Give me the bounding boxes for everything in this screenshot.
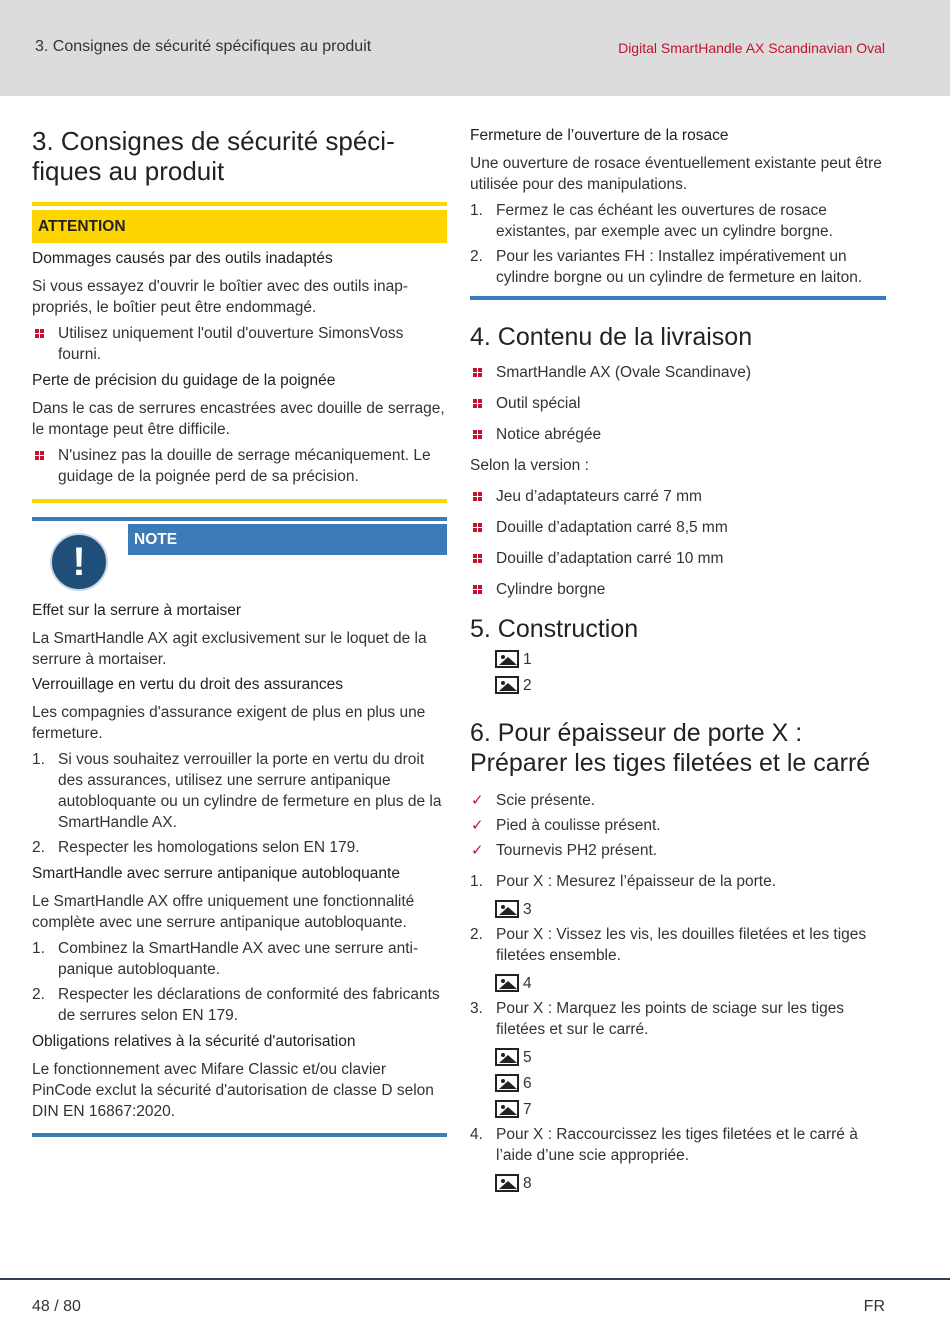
exclamation-icon: ! (50, 533, 108, 591)
list-item: 1. Combinez la SmartHandle AX avec une serrure anti-panique autobloquante. (32, 940, 419, 978)
list-item: Douille d’adaptation carré 10 mm (470, 548, 886, 569)
list-item: Douille d’adaptation carré 8,5 mm (470, 517, 886, 538)
note-heading-3: SmartHandle avec serrure antipanique autobloquante (32, 865, 400, 882)
section-6-title: 6. Pour épaisseur de porte X : Préparer les tiges filetées et le carré (470, 719, 871, 777)
list-item: Cylindre borgne (470, 579, 886, 600)
image-icon (495, 900, 519, 918)
note-heading-1: Effet sur la serrure à mortaiser (32, 602, 242, 619)
check-item: ✓ Pied à coulisse présent. (471, 817, 661, 834)
list-item: Notice abrégée (470, 424, 886, 445)
list-item: 1. Fermez le cas échéant les ouvertures de rosace existantes, par exemple avec un cylindre borgne. (470, 202, 833, 240)
check-item: ✓ Tournevis PH2 présent. (471, 842, 658, 859)
figure-ref[interactable]: 1 (495, 648, 886, 670)
attention-label: ATTENTION (32, 210, 447, 243)
attention-text-2: Dans le cas de serrures encastrées avec douille de serrage, le montage peut être difficile. (32, 400, 445, 438)
figure-ref[interactable]: 3 (495, 898, 886, 920)
step-item: 1. Pour X : Mesurez l’épaisseur de la porte. (470, 873, 776, 890)
check-item: ✓ Scie présente. (471, 792, 596, 809)
image-icon (495, 650, 519, 668)
image-icon (495, 974, 519, 992)
left-column (32, 126, 447, 1137)
figure-ref[interactable]: 6 (495, 1072, 886, 1094)
note-box (32, 517, 447, 1137)
note-end-divider (470, 296, 886, 300)
list-item: 2. Respecter les homologations selon EN 179. (32, 839, 360, 856)
header-product-name: Digital SmartHandle AX Scandinavian Oval (618, 40, 885, 56)
attention-box (32, 202, 447, 503)
section-3-title: 3. Consignes de sécurité spécifiques au produit (32, 126, 395, 186)
list-item: 2. Respecter les déclarations de conformité des fabricants de serrures selon EN 179. (32, 986, 440, 1024)
step-item: 4. Pour X : Raccourcissez les tiges filetées et le carré à l’aide d’une scie appropriée. (470, 1126, 858, 1164)
language-code: FR (863, 1298, 885, 1315)
note-text-1: La SmartHandle AX agit exclusivement sur le loquet de la serrure à mortaiser. (32, 630, 427, 668)
image-icon (495, 1074, 519, 1092)
header-chapter-title: 3. Consignes de sécurité spécifiques au produit (35, 38, 372, 55)
check-icon: ✓ (471, 817, 484, 834)
list-item: Jeu d’adaptateurs carré 7 mm (470, 486, 886, 507)
attention-bullet-1: Utilisez uniquement l'outil d'ouverture SimonsVoss fourni. (32, 323, 447, 365)
right-column (470, 126, 886, 1198)
attention-heading-1: Dommages causés par des outils inadaptés (32, 250, 333, 267)
figure-ref[interactable]: 4 (495, 972, 886, 994)
check-icon: ✓ (471, 792, 484, 809)
list-item: 1. Si vous souhaitez verrouiller la porte en vertu du droit des assurances, utilisez une serrure antipanique autobloquante ou un cylindre de fermeture en plus de la SmartHandle AX. (32, 751, 442, 831)
note-text-2: Les compagnies d'assurance exigent de plus en plus une fermeture. (32, 704, 426, 742)
attention-text-1: Si vous essayez d'ouvrir le boîtier avec des outils inappropriés, le boîtier peut être endommagé. (32, 278, 409, 316)
section-4-title: 4. Contenu de la livraison (470, 323, 753, 351)
step-item: 2. Pour X : Vissez les vis, les douilles filetées et les tiges filetées ensemble. (470, 926, 867, 964)
figure-ref[interactable]: 7 (495, 1098, 886, 1120)
image-icon (495, 1100, 519, 1118)
figure-ref[interactable]: 8 (495, 1172, 886, 1194)
attention-heading-2: Perte de précision du guidage de la poignée (32, 372, 336, 389)
section-5-title: 5. Construction (470, 615, 639, 643)
step-item: 3. Pour X : Marquez les points de sciage sur les tiges filetées et sur le carré. (470, 1000, 845, 1038)
page-number: 48 / 80 (32, 1298, 81, 1315)
rosace-text: Une ouverture de rosace éventuellement existante peut être utilisée pour des manipulations. (470, 155, 882, 193)
footer-divider (0, 1278, 950, 1280)
note-text-3: Le SmartHandle AX offre uniquement une fonctionnalité complète avec une serrure antipanique autobloquante. (32, 893, 415, 931)
list-item: SmartHandle AX (Ovale Scandinave) (470, 362, 886, 383)
list-item: 2. Pour les variantes FH : Installez impérativement un cylindre borgne ou un cylindre de fermeture en laiton. (470, 248, 863, 286)
image-icon (495, 676, 519, 694)
check-icon: ✓ (471, 842, 484, 859)
note-heading-4: Obligations relatives à la sécurité d'autorisation (32, 1033, 356, 1050)
image-icon (495, 1048, 519, 1066)
note-text-4: Le fonctionnement avec Mifare Classic et/ou clavier PinCode exclut la sécurité d'autorisation de classe D selon DIN EN 16867:2020. (32, 1061, 434, 1120)
attention-bullet-2: N'usinez pas la douille de serrage mécaniquement. Le guidage de la poignée perd de sa précision. (32, 445, 447, 487)
note-label: NOTE (128, 524, 447, 555)
figure-ref[interactable]: 5 (495, 1046, 886, 1068)
rosace-heading: Fermeture de l’ouverture de la rosace (470, 127, 729, 144)
page-header (0, 0, 950, 96)
figure-ref[interactable]: 2 (495, 674, 886, 696)
version-note: Selon la version : (470, 457, 589, 474)
image-icon (495, 1174, 519, 1192)
note-heading-2: Verrouillage en vertu du droit des assurances (32, 676, 344, 693)
list-item: Outil spécial (470, 393, 886, 414)
